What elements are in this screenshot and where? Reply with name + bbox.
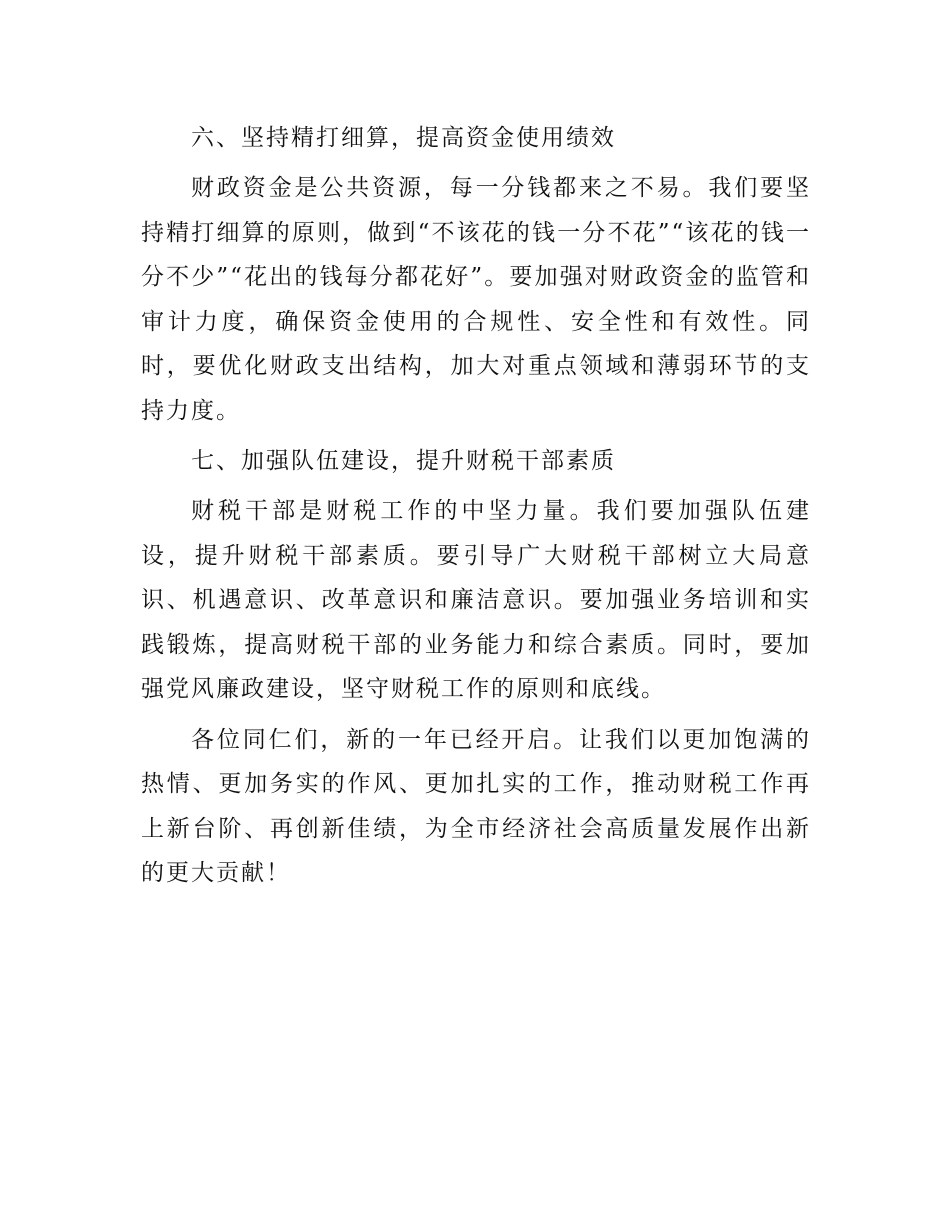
section-7-paragraph: 财税干部是财税工作的中坚力量。我们要加强队伍建设，提升财税干部素质。要引导广大财税干部树立大局意识、机遇意识、改革意识和廉洁意识。要加强业务培训和实践锻炼，提高财税干部的业务能力和综合素质。同时，要加强党风廉政建设，坚守财税工作的原则和底线。 bbox=[141, 498, 811, 702]
section-6-paragraph: 财政资金是公共资源，每一分钱都来之不易。我们要坚持精打细算的原则，做到“不该花的钱一分不花”“该花的钱一分不少”“花出的钱每分都花好”。要加强对财政资金的监管和审计力度，确保资金使用的合规性、安全性和有效性。同时，要优化财政支出结构，加大对重点领域和薄弱环节的支持力度。 bbox=[141, 175, 811, 424]
section-7-heading: 七、加强队伍建设，提升财税干部素质 bbox=[191, 448, 616, 474]
closing-paragraph: 各位同仁们，新的一年已经开启。让我们以更加饱满的热情、更加务实的作风、更加扎实的工作，推动财税工作再上新台阶、再创新佳绩，为全市经济社会高质量发展作出新的更大贡献！ bbox=[141, 726, 811, 886]
document-body bbox=[141, 116, 811, 902]
section-6-heading: 六、坚持精打细算，提高资金使用绩效 bbox=[191, 125, 616, 151]
